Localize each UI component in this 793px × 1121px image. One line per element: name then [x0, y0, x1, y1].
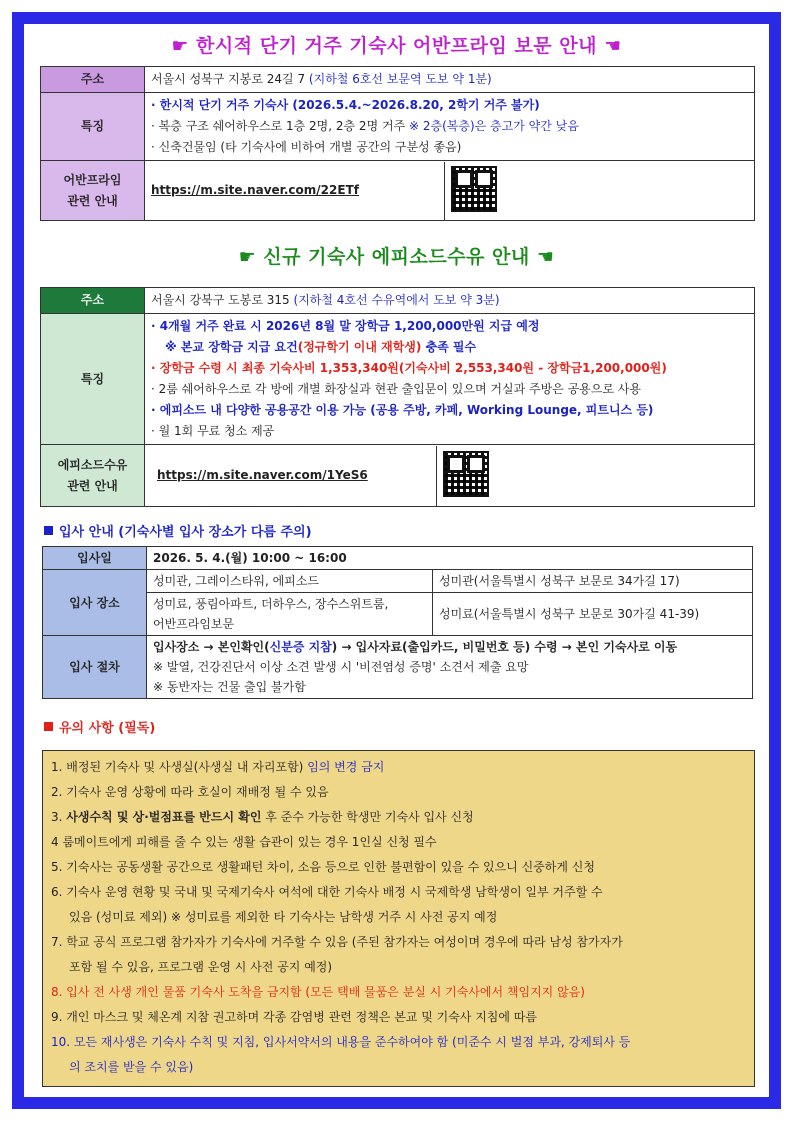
entry-section-title — [44, 521, 767, 540]
notes-title-text: 유의 사항 (필독) — [59, 721, 156, 736]
entry-proc-1a: 입사장소 → 본인확인( — [153, 640, 270, 654]
note-2: 2. 기숙사 운영 상황에 따라 호실이 재배정 될 수 있음 — [51, 785, 329, 799]
dorm1-link[interactable]: https://m.site.naver.com/22ETf — [151, 183, 359, 197]
document-body — [26, 26, 767, 1087]
dorm2-addr — [145, 288, 755, 314]
note-1 — [51, 755, 748, 780]
note-10 — [51, 1030, 748, 1080]
note-7a: 7. 학교 공식 프로그램 참가자가 기숙사에 거주할 수 있음 (주된 참가자는 여성이며 경우에 따라 남성 참가자가 — [51, 935, 623, 949]
entry-table — [42, 546, 753, 699]
entry-place2-names-1: 성미료, 풍림아파트, 더하우스, 장수스위트룸, — [153, 597, 389, 611]
note-4: 4 룸메이트에게 피해를 줄 수 있는 생활 습관이 있는 경우 1인실 신청 필수 — [51, 835, 437, 849]
dorm2-link-label — [41, 445, 145, 507]
entry-proc-label: 입사 절차 — [43, 636, 147, 699]
note-3a: 3. — [51, 810, 63, 824]
square-bullet-icon — [44, 526, 53, 535]
dorm2-feat-6: · 월 1회 무료 청소 제공 — [151, 424, 275, 438]
entry-place2-names-2: 어반프라임보문 — [153, 617, 235, 631]
dorm1-addr-label: 주소 — [41, 67, 145, 93]
dorm1-link-label-2: 관련 안내 — [67, 193, 118, 208]
dorm2-feat-2a: ※ 본교 장학금 지급 요건 — [165, 340, 298, 354]
entry-place1-names: 성미관, 그레이스타워, 에피소드 — [147, 570, 433, 593]
dorm2-feat-2b: (정규학기 이내 재학생) — [297, 340, 422, 354]
entry-date-value: 2026. 5. 4.(월) 10:00 ~ 16:00 — [147, 547, 753, 570]
dorm1-feat-1: · 한시적 단기 거주 기숙사 (2026.5.4.~2026.8.20, 2학기 거주 불가) — [151, 98, 540, 112]
entry-proc — [147, 636, 753, 699]
note-5: 5. 기숙사는 공동생활 공간으로 생활패턴 차이, 소음 등으로 인한 불편함이 있을 수 있으니 신중하게 신청 — [51, 860, 595, 874]
note-10c: 의 조치를 받을 수 있음) — [69, 1060, 194, 1074]
entry-proc-3: ※ 동반자는 건물 출입 불가함 — [153, 680, 306, 694]
dorm2-features — [145, 314, 755, 445]
dorm1-addr-note: (지하철 6호선 보문역 도보 약 1분) — [308, 72, 492, 86]
dorm2-feat-3: · 장학금 수령 시 최종 기숙사비 1,353,340원(기숙사비 2,553,340원 - 장학금1,200,000원) — [151, 361, 667, 375]
dorm1-feat-2 — [151, 116, 748, 137]
dorm1-link-label — [41, 161, 145, 221]
dorm2-link-label-2: 관련 안내 — [67, 478, 118, 493]
dorm2-addr-note: (지하철 4호선 수유역에서 도보 약 3분) — [293, 293, 500, 307]
notes-section-title — [44, 717, 767, 736]
entry-proc-1b: 신분증 지참 — [269, 640, 332, 654]
dorm1-feat-2a: · 복층 구조 쉐어하우스로 1층 2명, 2층 2명 거주 — [151, 119, 406, 133]
dorm2-feat-1: · 4개월 거주 완료 시 2026년 8월 말 장학금 1,200,000만원 지급 예정 — [151, 319, 540, 333]
note-3b: 사생수칙 및 상·벌점표를 반드시 확인 — [66, 810, 262, 824]
dorm2-link-cell — [145, 445, 755, 507]
note-6b: 있음 (성미료 제외) ※ 성미료를 제외한 타 기숙사는 남학생 거주 시 사전 공지 예정 — [69, 910, 498, 924]
dorm2-link-label-1: 에피소드수유 — [57, 457, 128, 472]
dorm2-addr-text: 서울시 강북구 도봉로 315 — [151, 293, 290, 307]
entry-place2-addr: 성미료(서울특별시 성북구 보문로 30가길 41-39) — [433, 593, 753, 636]
dorm1-table — [40, 66, 755, 221]
note-3c: 후 준수 가능한 학생만 기숙사 입사 신청 — [265, 810, 474, 824]
dorm1-link-cell — [145, 161, 755, 221]
dorm2-feat-5: · 에피소드 내 다양한 공용공간 이용 가능 (공용 주방, 카페, Working Lounge, 피트니스 등) — [151, 403, 654, 417]
notes-box — [42, 750, 755, 1087]
dorm1-feat-label: 특징 — [41, 93, 145, 161]
entry-place1-addr: 성미관(서울특별시 성북구 보문로 34가길 17) — [433, 570, 753, 593]
note-10b: (미준수 시 벌점 부과, 강제퇴사 등 — [452, 1035, 631, 1049]
dorm1-feat-3: · 신축건물임 (타 기숙사에 비하여 개별 공간의 구분성 좋음) — [151, 140, 462, 154]
dorm1-link-label-1: 어반프라임 — [63, 172, 122, 187]
entry-place2-names — [147, 593, 433, 636]
dorm1-features — [145, 93, 755, 161]
entry-proc-2: ※ 발열, 건강진단서 이상 소견 발생 시 '비전염성 증명' 소견서 제출 요망 — [153, 660, 529, 674]
entry-proc-1c: ) → 입사자료(출입카드, 비밀번호 등) 수령 → 본인 기숙사로 이동 — [331, 640, 678, 654]
note-7 — [51, 930, 748, 980]
note-9: 9. 개인 마스크 및 체온계 지참 권고하며 각종 감염병 관련 정책은 본교 및 기숙사 지침에 따름 — [51, 1010, 537, 1024]
entry-date-label: 입사일 — [43, 547, 147, 570]
dorm2-title: ☛ 신규 기숙사 에피소드수유 안내 ☚ — [238, 246, 555, 268]
entry-title-text: 입사 안내 (기숙사별 입사 장소가 다름 주의) — [59, 525, 312, 540]
dorm1-title: ☛ 한시적 단기 거주 기숙사 어반프라임 보문 안내 ☚ — [171, 35, 622, 57]
note-6a: 6. 기숙사 운영 현황 및 국내 및 국제기숙사 여석에 대한 기숙사 배정 시 국제학생 남학생이 일부 거주할 수 — [51, 885, 603, 899]
qr-code-icon — [451, 166, 497, 212]
dorm2-table — [40, 287, 755, 507]
dorm2-feat-label: 특징 — [41, 314, 145, 445]
dorm1-feat-2b: ※ 2층(복층)은 층고가 약간 낮음 — [409, 119, 579, 133]
entry-proc-1 — [153, 637, 746, 657]
dorm2-feat-2 — [151, 337, 748, 358]
dorm2-feat-4: · 2룸 쉐어하우스로 각 방에 개별 화장실과 현관 출입문이 있으며 거실과 주방은 공용으로 사용 — [151, 382, 641, 396]
dorm2-addr-label: 주소 — [41, 288, 145, 314]
note-10a: 10. 모든 재사생은 기숙사 수칙 및 지침, 입사서약서의 내용을 준수하여야 함 — [51, 1035, 449, 1049]
entry-place-label: 입사 장소 — [43, 570, 147, 636]
square-bullet-icon — [44, 722, 53, 731]
dorm2-feat-2c: 충족 필수 — [425, 340, 477, 354]
note-1a: 1. 배정된 기숙사 및 사생실(사생실 내 자리포함) — [51, 760, 304, 774]
note-3 — [51, 805, 748, 830]
note-8: 8. 입사 전 사생 개인 물품 기숙사 도착을 금지함 (모든 택배 물품은 분실 시 기숙사에서 책임지지 않음) — [51, 985, 585, 999]
qr-code-icon — [443, 451, 489, 497]
dorm1-addr-text: 서울시 성북구 지봉로 24길 7 — [151, 72, 306, 86]
note-1b: 임의 변경 금지 — [307, 760, 385, 774]
note-6 — [51, 880, 748, 930]
dorm1-addr — [145, 67, 755, 93]
dorm2-link[interactable]: https://m.site.naver.com/1YeS6 — [157, 468, 368, 482]
note-7b: 포함 될 수 있음, 프로그램 운영 시 사전 공지 예정) — [69, 960, 333, 974]
